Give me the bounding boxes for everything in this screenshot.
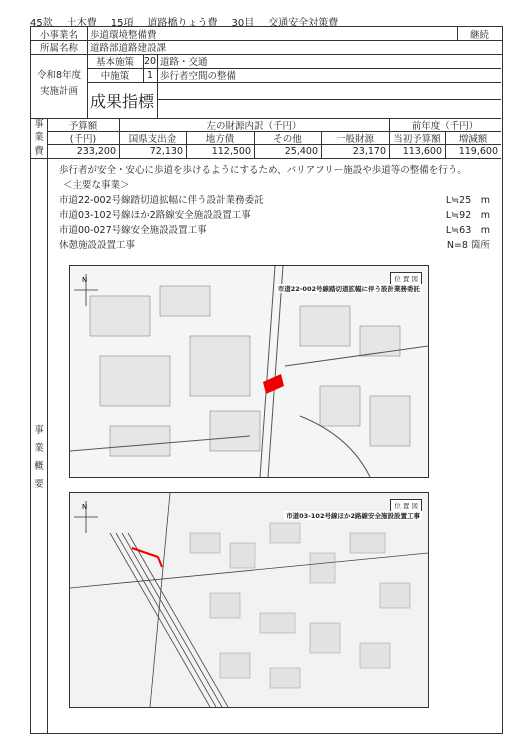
row-small-project — [31, 27, 502, 41]
side-char: 事 — [34, 425, 44, 436]
plan-label-year: 令和8年度 — [36, 70, 82, 81]
label-amount: 予算額 — [68, 120, 98, 132]
dept-name: 道路部道路建設課 — [90, 43, 167, 54]
item-qty: L≒63 m — [445, 225, 490, 236]
status-badge: 継続 — [469, 29, 489, 41]
row-basic — [87, 54, 501, 69]
budget-block — [31, 118, 501, 159]
side-char: 要 — [34, 479, 44, 490]
list-item — [59, 223, 496, 238]
item-name: 市道03-102号線ほか2路線安全施設設置工事 — [59, 210, 251, 221]
label-basic: 基本施策 — [95, 57, 134, 68]
col-change: 増減額 — [458, 133, 488, 145]
budget-side-label — [32, 118, 46, 158]
row-mid — [87, 68, 501, 83]
item-qty: L≒25 m — [445, 195, 490, 206]
value-general: 23,170 — [352, 145, 386, 157]
side-char: 業 — [34, 443, 44, 454]
basic-name: 道路・交通 — [160, 57, 208, 68]
budget-values — [47, 144, 501, 158]
map-1-drawing — [70, 266, 428, 477]
plan-label-text: 実施計画 — [39, 86, 78, 97]
moku-name: 交通安全対策費 — [268, 18, 339, 29]
basic-no: 20 — [143, 55, 157, 67]
plan-block — [31, 54, 501, 119]
small-project-name: 歩道環境整備費 — [90, 29, 157, 41]
map-2-title: 市道03-102号線ほか2路線安全施設設置工事 — [286, 512, 420, 520]
label-prev-year: 前年度（千円） — [411, 120, 479, 132]
map-2-drawing — [70, 493, 428, 707]
label-dept: 所属名称 — [39, 43, 78, 54]
side-char: 事 — [34, 119, 44, 130]
side-char: 概 — [34, 461, 44, 472]
row-dept — [31, 40, 502, 55]
location-map-1 — [69, 265, 429, 478]
svg-text:N: N — [82, 276, 88, 284]
budget-header-2 — [47, 131, 501, 145]
label-unit: (千円) — [69, 133, 97, 145]
col-bond: 地方債 — [205, 133, 235, 145]
value-amount: 233,200 — [76, 145, 116, 157]
col-national: 国県支出金 — [128, 133, 177, 145]
label-breakdown: 左の財源内訳（千円） — [206, 120, 302, 132]
label-result: 成果指標 — [89, 91, 154, 111]
col-other: その他 — [273, 133, 302, 145]
plan-label — [31, 68, 87, 100]
value-bond: 112,500 — [211, 145, 251, 157]
label-mid: 中施策 — [100, 71, 130, 82]
map-1-location-label: 位 置 図 — [390, 272, 422, 285]
document-frame — [30, 26, 503, 734]
summary-side-label — [32, 422, 46, 494]
summary-heading: ＜主要な事業＞ — [63, 180, 130, 191]
summary-intro: 歩行者が安全・安心に歩道を歩けるようにするため、バリアフリー施設や歩道等の整備を行う。 — [59, 165, 467, 176]
kan: 45款 — [30, 18, 53, 29]
svg-text:N: N — [82, 503, 88, 511]
value-other: 25,400 — [284, 145, 318, 157]
item-qty: N=8 箇所 — [446, 240, 490, 251]
col-initial: 当初予算額 — [393, 133, 441, 145]
location-map-2 — [69, 492, 429, 708]
side-char: 費 — [34, 145, 44, 157]
value-change: 119,600 — [458, 145, 498, 157]
map-1-title: 市道22-002号線踏切道拡幅に伴う設計業務委託 — [277, 285, 420, 293]
list-item — [59, 238, 496, 253]
item-name: 市道22-002号線踏切道拡幅に伴う設計業務委託 — [59, 195, 264, 206]
kou: 15項 — [110, 18, 134, 29]
kou-name: 道路橋りょう費 — [147, 18, 218, 29]
label-small-project: 小事業名 — [39, 29, 78, 41]
mid-no: 1 — [146, 69, 154, 81]
col-general: 一般財源 — [335, 133, 374, 145]
value-initial: 113,600 — [402, 145, 442, 157]
row-result — [87, 82, 501, 118]
list-item — [59, 208, 496, 223]
value-national: 72,130 — [149, 145, 183, 157]
map-2-location-label: 位 置 図 — [390, 499, 422, 512]
summary-divider — [47, 158, 48, 733]
summary-text — [59, 163, 496, 253]
item-name: 市道00-027号線安全施設設置工事 — [59, 225, 207, 236]
list-item — [59, 193, 496, 208]
item-qty: L≒92 m — [445, 210, 490, 221]
mid-name: 歩行者空間の整備 — [160, 71, 237, 82]
moku: 30目 — [231, 18, 255, 29]
kan-name: 土木費 — [66, 18, 97, 29]
side-char: 業 — [34, 132, 44, 144]
item-name: 休憩施設設置工事 — [59, 240, 136, 251]
